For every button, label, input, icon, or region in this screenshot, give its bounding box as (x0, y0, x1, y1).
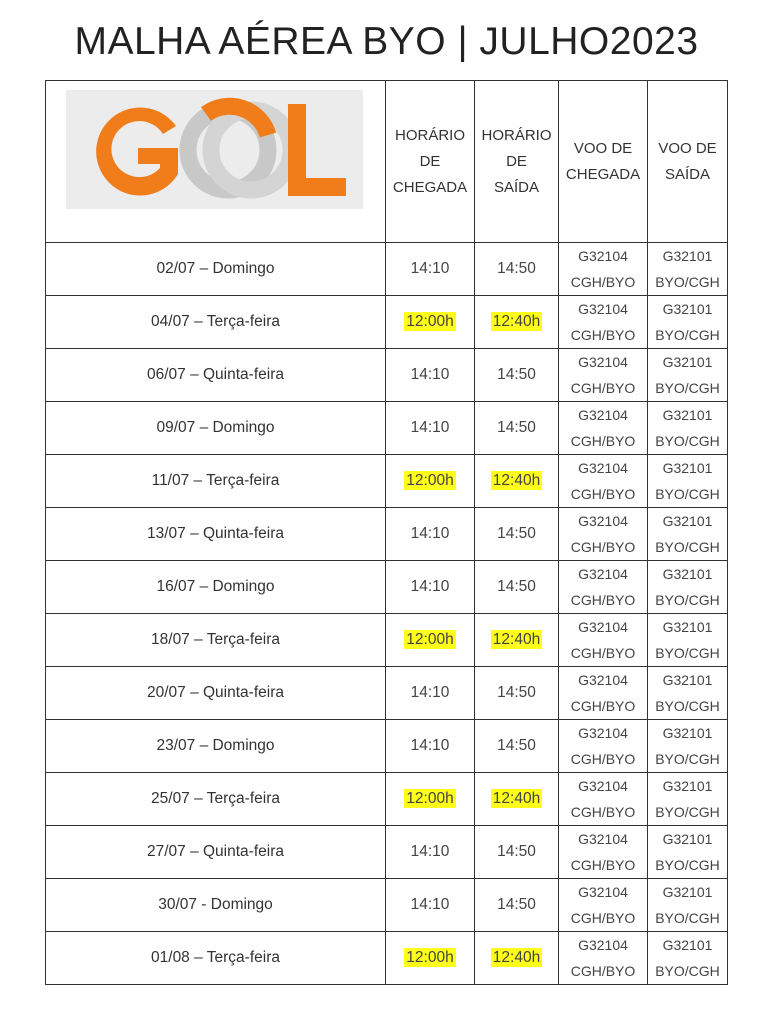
arrival-flight-number: G32104 (578, 778, 628, 794)
departure-flight-cell (648, 455, 728, 508)
header-arrival-time (386, 81, 475, 243)
arrival-time-text: 14:10 (410, 684, 450, 701)
departure-time-cell (475, 243, 559, 296)
date-cell (46, 932, 386, 985)
arrival-flight-cell (559, 296, 648, 349)
departure-flight-route: BYO/CGH (655, 274, 720, 290)
arrival-flight-route: CGH/BYO (570, 592, 636, 608)
arrival-flight-number: G32104 (578, 672, 628, 688)
arrival-time-text: 12:00h (406, 313, 454, 330)
arrival-time-text: 14:10 (410, 843, 450, 860)
table-row (46, 720, 728, 773)
arrival-flight-route: CGH/BYO (570, 274, 636, 290)
arrival-flight-route: CGH/BYO (570, 327, 636, 343)
date-cell (46, 349, 386, 402)
arrival-flight-number: G32104 (578, 619, 628, 635)
date-cell (46, 667, 386, 720)
departure-time-cell (475, 296, 559, 349)
departure-time-text: 12:40h (492, 313, 541, 330)
departure-time-cell (475, 614, 559, 667)
arrival-time-text: 12:00h (406, 472, 454, 489)
departure-flight-number: G32101 (662, 937, 713, 953)
date-cell (46, 614, 386, 667)
departure-time-text: 12:40h (492, 631, 541, 648)
arrival-time-cell (386, 932, 475, 985)
arrival-time-cell (386, 402, 475, 455)
arrival-flight-number: G32104 (578, 248, 628, 264)
departure-flight-route: BYO/CGH (655, 327, 720, 343)
departure-flight-number: G32101 (662, 513, 713, 529)
departure-flight-route: BYO/CGH (655, 645, 720, 661)
table-row (46, 508, 728, 561)
header-departure-time-line-3: SAÍDA (493, 178, 539, 196)
departure-time-text: 14:50 (497, 578, 536, 595)
arrival-flight-route: CGH/BYO (570, 804, 636, 820)
arrival-time-text: 14:10 (410, 260, 450, 277)
departure-time-cell (475, 667, 559, 720)
arrival-flight-cell (559, 508, 648, 561)
departure-time-text: 14:50 (497, 525, 536, 542)
arrival-flight-cell (559, 455, 648, 508)
departure-flight-route: BYO/CGH (655, 804, 720, 820)
departure-time-text: 14:50 (497, 737, 536, 754)
date-text: 20/07 – Quinta-feira (146, 684, 284, 701)
header-departure-flight (648, 81, 728, 243)
arrival-flight-number: G32104 (578, 513, 628, 529)
flight-schedule-table (45, 80, 728, 985)
departure-time-text: 12:40h (492, 949, 541, 966)
departure-flight-number: G32101 (662, 725, 713, 741)
arrival-time-cell (386, 455, 475, 508)
departure-flight-number: G32101 (662, 619, 713, 635)
departure-flight-route: BYO/CGH (655, 698, 720, 714)
header-departure-time-line-1: HORÁRIO (481, 126, 552, 144)
departure-flight-route: BYO/CGH (655, 539, 720, 555)
header-departure-time-line-2: DE (506, 152, 527, 170)
arrival-time-text: 12:00h (406, 949, 454, 966)
departure-time-cell (475, 455, 559, 508)
departure-time-cell (475, 826, 559, 879)
arrival-flight-number: G32104 (578, 407, 628, 423)
date-text: 30/07 - Domingo (158, 896, 273, 913)
table-row (46, 349, 728, 402)
arrival-flight-cell (559, 561, 648, 614)
date-text: 25/07 – Terça-feira (151, 790, 280, 807)
date-cell (46, 296, 386, 349)
departure-flight-number: G32101 (662, 778, 713, 794)
date-text: 01/08 – Terça-feira (151, 949, 280, 966)
departure-flight-route: BYO/CGH (655, 433, 720, 449)
header-departure-flight-line-2: SAÍDA (664, 165, 710, 183)
arrival-flight-route: CGH/BYO (570, 380, 636, 396)
arrival-flight-cell (559, 667, 648, 720)
arrival-flight-number: G32104 (578, 460, 628, 476)
departure-flight-route: BYO/CGH (655, 751, 720, 767)
departure-flight-number: G32101 (662, 566, 713, 582)
arrival-flight-cell (559, 243, 648, 296)
departure-flight-cell (648, 402, 728, 455)
arrival-flight-cell (559, 932, 648, 985)
arrival-time-text: 14:10 (410, 896, 450, 913)
header-departure-time (475, 81, 559, 243)
table-row (46, 773, 728, 826)
departure-flight-route: BYO/CGH (655, 910, 720, 926)
date-cell (46, 455, 386, 508)
arrival-time-cell (386, 720, 475, 773)
arrival-flight-number: G32104 (578, 301, 628, 317)
date-text: 23/07 – Domingo (156, 737, 275, 754)
arrival-time-text: 12:00h (406, 631, 454, 648)
arrival-flight-route: CGH/BYO (570, 910, 636, 926)
arrival-time-cell (386, 667, 475, 720)
arrival-time-cell (386, 296, 475, 349)
header-arrival-flight-line-2: CHEGADA (565, 165, 641, 183)
arrival-flight-route: CGH/BYO (570, 751, 636, 767)
header-arrival-flight-line-1: VOO DE (573, 139, 633, 157)
departure-flight-number: G32101 (662, 354, 713, 370)
departure-time-text: 14:50 (497, 366, 536, 383)
departure-flight-number: G32101 (662, 301, 713, 317)
table-row (46, 402, 728, 455)
arrival-flight-cell (559, 402, 648, 455)
arrival-time-cell (386, 243, 475, 296)
departure-flight-route: BYO/CGH (655, 592, 720, 608)
date-text: 13/07 – Quinta-feira (146, 525, 284, 542)
date-cell (46, 879, 386, 932)
arrival-time-cell (386, 561, 475, 614)
departure-flight-cell (648, 349, 728, 402)
date-cell (46, 561, 386, 614)
departure-flight-route: BYO/CGH (655, 486, 720, 502)
header-arrival-flight (559, 81, 648, 243)
arrival-time-text: 14:10 (410, 366, 450, 383)
departure-time-cell (475, 879, 559, 932)
header-arrival-time-line-2: DE (419, 152, 441, 170)
arrival-flight-cell (559, 773, 648, 826)
departure-flight-cell (648, 773, 728, 826)
table-row (46, 932, 728, 985)
departure-flight-number: G32101 (662, 460, 713, 476)
departure-flight-number: G32101 (662, 248, 713, 264)
departure-flight-cell (648, 720, 728, 773)
header-arrival-time-line-3: CHEGADA (392, 178, 468, 196)
table-row (46, 667, 728, 720)
arrival-time-cell (386, 614, 475, 667)
departure-flight-cell (648, 826, 728, 879)
departure-flight-cell (648, 667, 728, 720)
departure-time-text: 14:50 (497, 843, 536, 860)
arrival-flight-number: G32104 (578, 354, 628, 370)
arrival-time-text: 12:00h (406, 790, 454, 807)
date-text: 02/07 – Domingo (156, 260, 275, 277)
departure-flight-cell (648, 879, 728, 932)
departure-time-text: 14:50 (497, 896, 536, 913)
arrival-time-text: 14:10 (410, 578, 450, 595)
departure-flight-route: BYO/CGH (655, 857, 720, 873)
table-body (46, 243, 728, 985)
arrival-flight-cell (559, 720, 648, 773)
arrival-time-text: 14:10 (410, 525, 450, 542)
arrival-flight-route: CGH/BYO (570, 539, 636, 555)
date-text: 16/07 – Domingo (156, 578, 275, 595)
table-header-row (46, 81, 728, 243)
table-row (46, 826, 728, 879)
arrival-flight-number: G32104 (578, 937, 628, 953)
header-arrival-time-line-1: HORÁRIO (394, 126, 465, 144)
arrival-time-cell (386, 508, 475, 561)
arrival-flight-number: G32104 (578, 831, 628, 847)
date-cell (46, 402, 386, 455)
logo-cell (46, 81, 386, 243)
departure-flight-cell (648, 296, 728, 349)
departure-time-text: 12:40h (492, 472, 541, 489)
date-cell (46, 773, 386, 826)
departure-flight-number: G32101 (662, 884, 713, 900)
arrival-time-text: 14:10 (410, 737, 450, 754)
date-cell (46, 720, 386, 773)
date-text: 09/07 – Domingo (156, 419, 275, 436)
arrival-flight-route: CGH/BYO (570, 963, 636, 979)
date-text: 27/07 – Quinta-feira (146, 843, 284, 860)
departure-time-text: 12:40h (492, 790, 541, 807)
arrival-flight-cell (559, 349, 648, 402)
departure-time-cell (475, 402, 559, 455)
arrival-time-cell (386, 773, 475, 826)
table-row (46, 243, 728, 296)
date-cell (46, 508, 386, 561)
departure-flight-cell (648, 932, 728, 985)
header-departure-flight-line-1: VOO DE (658, 139, 717, 157)
arrival-time-text: 14:10 (410, 419, 450, 436)
arrival-flight-route: CGH/BYO (570, 433, 636, 449)
arrival-flight-route: CGH/BYO (570, 857, 636, 873)
departure-time-text: 14:50 (497, 260, 536, 277)
date-cell (46, 826, 386, 879)
date-text: 06/07 – Quinta-feira (146, 366, 284, 383)
arrival-time-cell (386, 879, 475, 932)
departure-time-cell (475, 508, 559, 561)
arrival-flight-number: G32104 (578, 725, 628, 741)
departure-time-cell (475, 561, 559, 614)
date-text: 18/07 – Terça-feira (151, 631, 280, 648)
arrival-flight-number: G32104 (578, 884, 628, 900)
table-row (46, 296, 728, 349)
departure-flight-number: G32101 (662, 831, 713, 847)
date-text: 04/07 – Terça-feira (151, 313, 280, 330)
departure-flight-route: BYO/CGH (655, 963, 720, 979)
departure-flight-number: G32101 (662, 407, 713, 423)
arrival-flight-route: CGH/BYO (570, 645, 636, 661)
page-title: MALHA AÉREA BYO | JULHO2023 (74, 20, 699, 63)
gol-logo (66, 90, 363, 209)
arrival-flight-cell (559, 879, 648, 932)
departure-time-text: 14:50 (497, 684, 536, 701)
arrival-flight-route: CGH/BYO (570, 698, 636, 714)
date-cell (46, 243, 386, 296)
departure-flight-cell (648, 561, 728, 614)
departure-time-text: 14:50 (497, 419, 536, 436)
departure-flight-route: BYO/CGH (655, 380, 720, 396)
departure-flight-cell (648, 508, 728, 561)
departure-flight-cell (648, 614, 728, 667)
date-text: 11/07 – Terça-feira (151, 472, 280, 489)
departure-time-cell (475, 932, 559, 985)
table-row (46, 614, 728, 667)
table-row (46, 561, 728, 614)
arrival-flight-route: CGH/BYO (570, 486, 636, 502)
arrival-time-cell (386, 349, 475, 402)
departure-flight-number: G32101 (662, 672, 713, 688)
arrival-flight-cell (559, 614, 648, 667)
arrival-flight-number: G32104 (578, 566, 628, 582)
departure-time-cell (475, 773, 559, 826)
arrival-flight-cell (559, 826, 648, 879)
departure-time-cell (475, 349, 559, 402)
arrival-time-cell (386, 826, 475, 879)
departure-time-cell (475, 720, 559, 773)
table-row (46, 879, 728, 932)
table-row (46, 455, 728, 508)
departure-flight-cell (648, 243, 728, 296)
